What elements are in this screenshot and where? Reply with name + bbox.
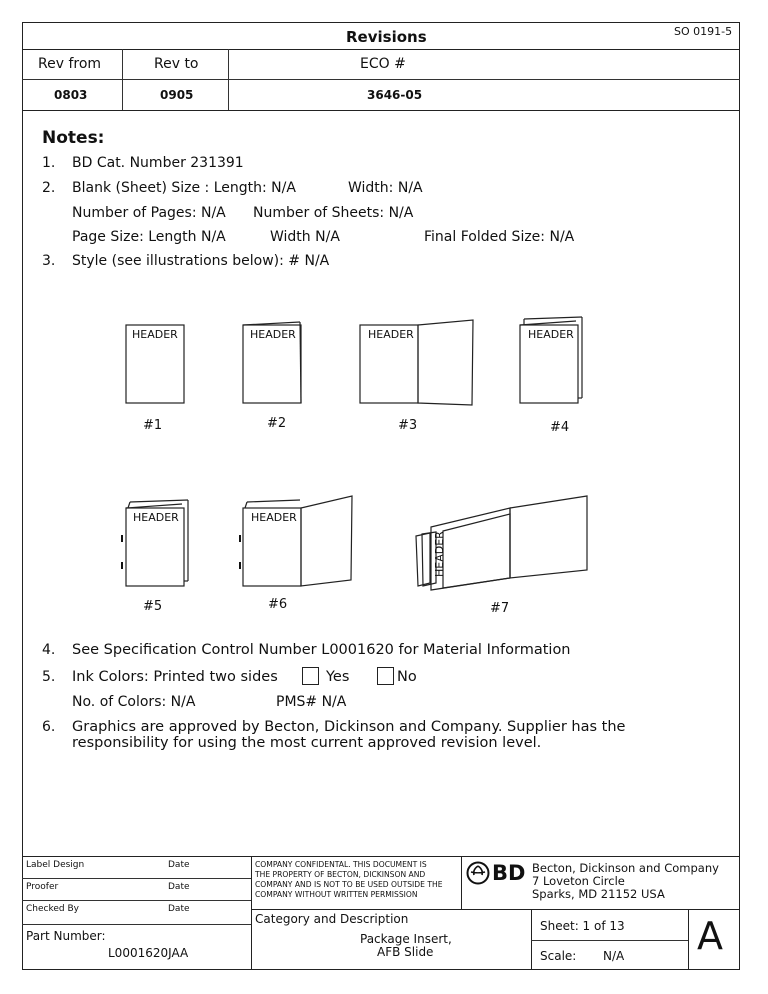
- style-label-4: #4: [550, 420, 570, 435]
- style-label-5: #5: [143, 599, 163, 614]
- confidentiality-line: COMPANY CONFIDENTAL. THIS DOCUMENT IS: [255, 860, 427, 869]
- divider: [251, 909, 740, 910]
- notes-title: Notes:: [42, 128, 105, 148]
- divider: [688, 909, 689, 970]
- style-label-3: #3: [398, 418, 418, 433]
- confidentiality-line: COMPANY AND IS NOT TO BE USED OUTSIDE THE: [255, 880, 443, 889]
- note-number: 1.: [42, 155, 56, 171]
- eco-header: ECO #: [360, 56, 406, 72]
- style-7-header: HEADER: [433, 531, 446, 577]
- company-city: Sparks, MD 21152 USA: [532, 887, 665, 901]
- divider: [22, 878, 251, 879]
- divider: [531, 940, 688, 941]
- style-3-header: HEADER: [368, 328, 414, 341]
- title-block-top-border: [22, 856, 740, 857]
- note-page-width: Width N/A: [270, 229, 340, 245]
- note-number: 3.: [42, 253, 56, 269]
- no-checkbox[interactable]: [377, 667, 394, 685]
- divider: [22, 900, 251, 901]
- style-label-6: #6: [268, 597, 288, 612]
- description-line-1: Package Insert,: [360, 932, 452, 946]
- category-label: Category and Description: [255, 912, 409, 926]
- divider: [22, 110, 740, 111]
- divider: [122, 49, 123, 110]
- date-label: Date: [168, 904, 190, 914]
- confidentiality-line: THE PROPERTY OF BECTON, DICKINSON AND: [255, 870, 426, 879]
- divider: [251, 856, 252, 970]
- note-ink-colors: Ink Colors: Printed two sides: [72, 669, 278, 685]
- style-2-header: HEADER: [250, 328, 296, 341]
- scale-value: N/A: [603, 949, 625, 963]
- sheet-number: Sheet: 1 of 13: [540, 919, 625, 933]
- note-pms: PMS# N/A: [276, 694, 347, 710]
- rev-to-header: Rev to: [154, 56, 199, 72]
- company-street: 7 Loveton Circle: [532, 874, 625, 888]
- style-6-flap: [301, 496, 352, 586]
- rev-to-value: 0905: [160, 88, 194, 102]
- divider: [461, 856, 462, 910]
- note-number-of-colors: No. of Colors: N/A: [72, 694, 196, 710]
- style-illustrations: [100, 300, 740, 630]
- revision-letter: A: [697, 914, 723, 958]
- rev-from-header: Rev from: [38, 56, 102, 72]
- label-design-label: Label Design: [26, 860, 85, 870]
- note-graphics-approval-2: responsibility for using the most current approved revision level.: [72, 735, 542, 751]
- part-number-label: Part Number:: [26, 929, 106, 943]
- company-name: Becton, Dickinson and Company: [532, 861, 719, 875]
- style-label-2: #2: [267, 416, 287, 431]
- confidentiality-notice: [255, 860, 443, 900]
- note-final-folded-size: Final Folded Size: N/A: [424, 229, 575, 245]
- style-1-header: HEADER: [132, 328, 178, 341]
- note-page-length: Page Size: Length N/A: [72, 229, 226, 245]
- style-4-header: HEADER: [528, 328, 574, 341]
- style-label-7: #7: [490, 601, 510, 616]
- bd-logo-icon: [466, 861, 490, 885]
- note-cat-number: BD Cat. Number 231391: [72, 155, 244, 171]
- description-line-2: AFB Slide: [377, 945, 434, 959]
- yes-checkbox[interactable]: [302, 667, 319, 685]
- note-number-of-pages: Number of Pages: N/A: [72, 205, 226, 221]
- note-graphics-approval-1: Graphics are approved by Becton, Dickinson and Company. Supplier has the: [72, 719, 626, 735]
- style-6-header: HEADER: [251, 511, 297, 524]
- divider: [22, 49, 740, 50]
- style-label-1: #1: [143, 418, 163, 433]
- revisions-title: Revisions: [346, 28, 427, 46]
- proofer-label: Proofer: [26, 882, 59, 892]
- date-label: Date: [168, 882, 190, 892]
- bd-logo-text: BD: [492, 861, 526, 885]
- note-number: 4.: [42, 642, 56, 658]
- style-3-flap: [418, 320, 473, 405]
- yes-label: Yes: [326, 669, 350, 685]
- checked-by-label: Checked By: [26, 904, 79, 914]
- note-number: 2.: [42, 180, 56, 196]
- divider: [228, 49, 229, 110]
- document-id: SO 0191-5: [674, 25, 733, 38]
- note-blank-width: Width: N/A: [348, 180, 423, 196]
- date-label: Date: [168, 860, 190, 870]
- divider: [22, 924, 251, 925]
- rev-from-value: 0803: [54, 88, 88, 102]
- note-blank-size: Blank (Sheet) Size : Length: N/A: [72, 180, 296, 196]
- scale-label: Scale:: [540, 949, 577, 963]
- confidentiality-line: COMPANY WITHOUT WRITTEN PERMISSION: [255, 890, 418, 899]
- note-number: 5.: [42, 669, 56, 685]
- note-number-of-sheets: Number of Sheets: N/A: [253, 205, 414, 221]
- note-spec-control: See Specification Control Number L0001620 for Material Information: [72, 642, 571, 658]
- no-label: No: [397, 669, 417, 685]
- eco-value: 3646-05: [367, 88, 423, 102]
- note-number: 6.: [42, 719, 56, 735]
- note-style: Style (see illustrations below): # N/A: [72, 253, 330, 269]
- company-address: [532, 862, 719, 901]
- part-number-value: L0001620JAA: [108, 946, 189, 960]
- style-5-header: HEADER: [133, 511, 179, 524]
- style-7-right: [510, 496, 587, 578]
- divider: [22, 79, 740, 80]
